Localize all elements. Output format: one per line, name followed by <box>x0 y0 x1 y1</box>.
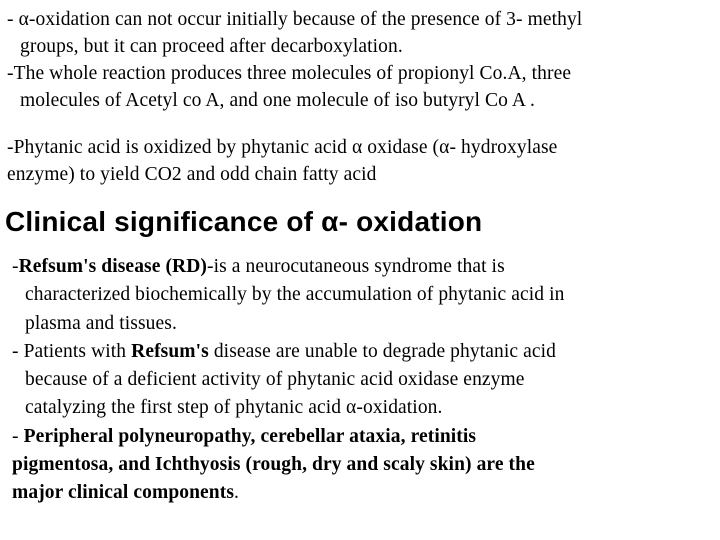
text-run: -is a neurocutaneous syndrome that is <box>207 256 505 277</box>
text-line <box>12 338 564 366</box>
text-line: because of a deficient activity of phytanic acid oxidase enzyme <box>25 369 525 391</box>
dash: - <box>12 425 24 447</box>
dash: - <box>12 256 19 277</box>
bold-text: Peripheral polyneuropathy, cerebellar ataxia, retinitis <box>23 425 477 447</box>
text-run: - Patients with <box>12 340 132 362</box>
alpha-oxidation-notes <box>7 6 582 114</box>
bold-text: major clinical components <box>12 482 235 504</box>
bold-term: Refsum's <box>131 340 209 362</box>
text-line: - α-oxidation can not occur initially because of the presence of 3- methyl <box>7 9 583 30</box>
text-run: disease are unable to degrade phytanic acid <box>208 340 556 362</box>
bold-term: Refsum's disease (RD) <box>18 256 208 277</box>
text-line: -The whole reaction produces three molecules of propionyl Co.A, three <box>7 63 572 84</box>
text-line: plasma and tissues. <box>25 312 177 334</box>
text-line: pigmentosa, and Ichthyosis (rough, dry and scaly skin) are the <box>12 454 535 476</box>
text-line: catalyzing the first step of phytanic acid α-oxidation. <box>25 397 443 419</box>
text-line: groups, but it can proceed after decarboxylation. <box>20 36 403 57</box>
text-line: -Phytanic acid is oxidized by phytanic acid α oxidase (α- hydroxylase <box>7 137 558 158</box>
section-heading: Clinical significance of α- oxidation <box>5 206 483 237</box>
text-line <box>12 253 564 281</box>
text-line: enzyme) to yield CO2 and odd chain fatty acid <box>7 164 377 185</box>
text-run: . <box>234 482 240 504</box>
text-line <box>12 479 564 507</box>
phytanic-acid-paragraph <box>7 134 557 188</box>
text-line: molecules of Acetyl co A, and one molecule of iso butyryl Co A . <box>20 90 535 111</box>
clinical-significance-body <box>12 253 564 508</box>
text-line: characterized biochemically by the accumulation of phytanic acid in <box>25 284 565 306</box>
text-line <box>12 423 564 451</box>
